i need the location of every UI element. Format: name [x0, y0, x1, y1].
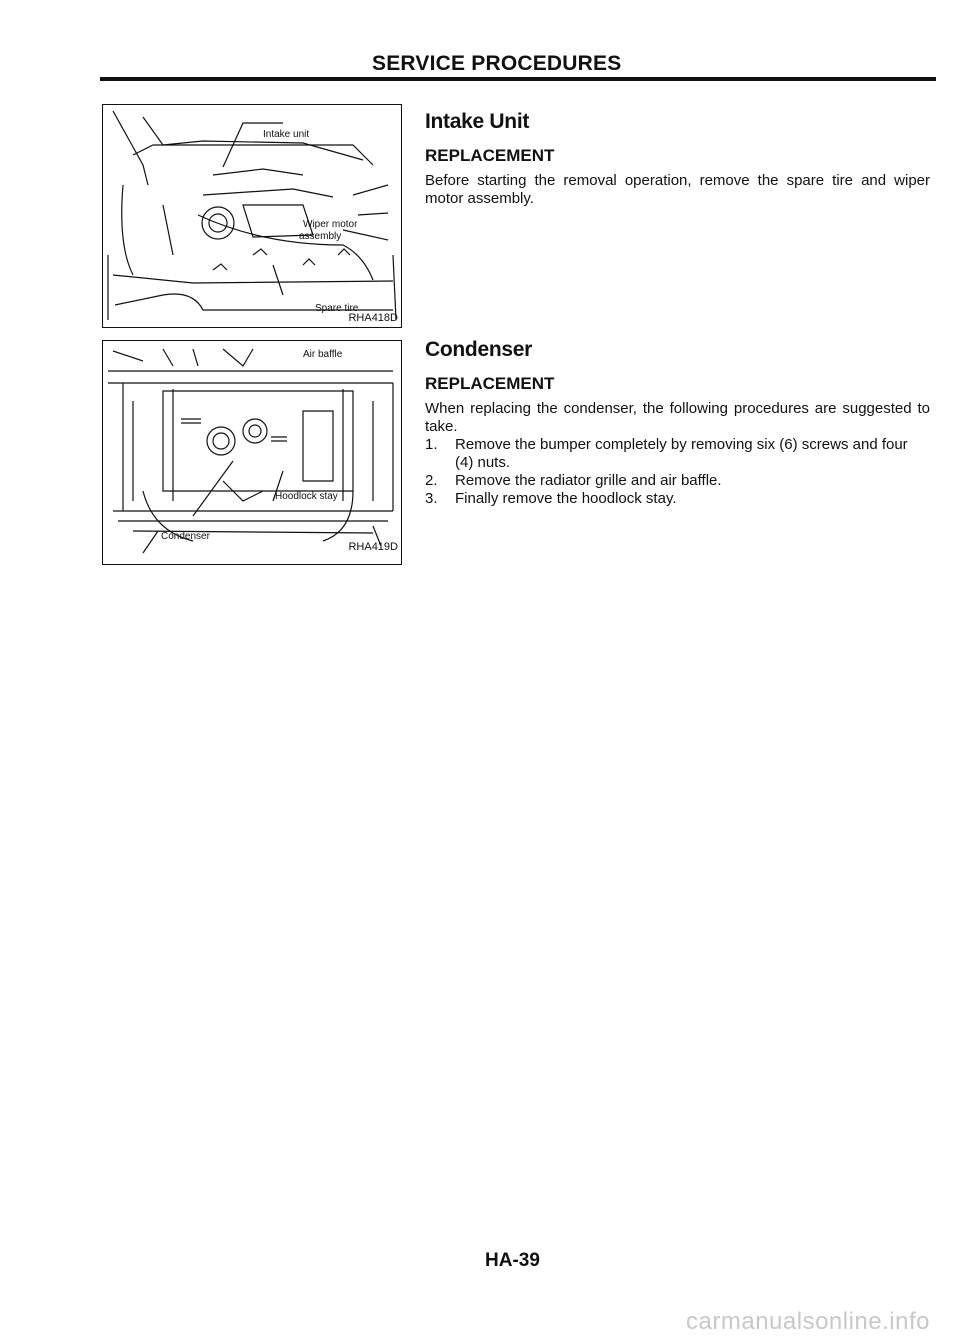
page-number: HA-39: [485, 1250, 540, 1271]
procedure-step: [425, 472, 930, 490]
intake-unit-illustration: [103, 105, 401, 327]
figure-code: RHA418D: [348, 312, 398, 324]
section-title: Condenser: [425, 338, 532, 361]
step-number: 2.: [425, 472, 438, 489]
label-intake-unit: Intake unit: [263, 129, 310, 140]
label-assembly: assembly: [299, 231, 342, 242]
step-text: Remove the bumper completely by removing six (6) screws and four (4) nuts.: [455, 436, 908, 471]
section-body: Before starting the removal operation, remove the spare tire and wiper motor assembly.: [425, 172, 930, 207]
label-wiper-motor: Wiper motor: [303, 219, 358, 230]
section-body: When replacing the condenser, the following procedures are suggested to take.: [425, 400, 930, 435]
section-subtitle: REPLACEMENT: [425, 374, 555, 393]
step-text: Remove the radiator grille and air baffle.: [455, 472, 722, 489]
header-rule: [100, 77, 936, 81]
figure-condenser: [102, 340, 402, 565]
step-number: 3.: [425, 490, 438, 507]
label-air-baffle: Air baffle: [303, 349, 343, 360]
label-condenser: Condenser: [161, 531, 210, 542]
section-subtitle: REPLACEMENT: [425, 146, 555, 165]
figure-code: RHA419D: [348, 541, 398, 553]
procedure-step: [425, 490, 930, 508]
step-number: 1.: [425, 436, 438, 453]
label-spare-tire: Spare tire: [315, 303, 359, 314]
section-intake-unit: [425, 110, 930, 208]
procedure-steps: [425, 436, 930, 508]
procedure-step: [425, 436, 930, 472]
section-title: Intake Unit: [425, 110, 530, 133]
section-condenser: [425, 338, 930, 508]
figure-intake-unit: [102, 104, 402, 328]
condenser-illustration: [103, 341, 401, 564]
watermark: carmanualsonline.info: [686, 1308, 930, 1335]
label-hoodlock-stay: Hoodlock stay: [275, 491, 338, 502]
page-header-title: SERVICE PROCEDURES: [372, 52, 622, 75]
step-text: Finally remove the hoodlock stay.: [455, 490, 677, 507]
